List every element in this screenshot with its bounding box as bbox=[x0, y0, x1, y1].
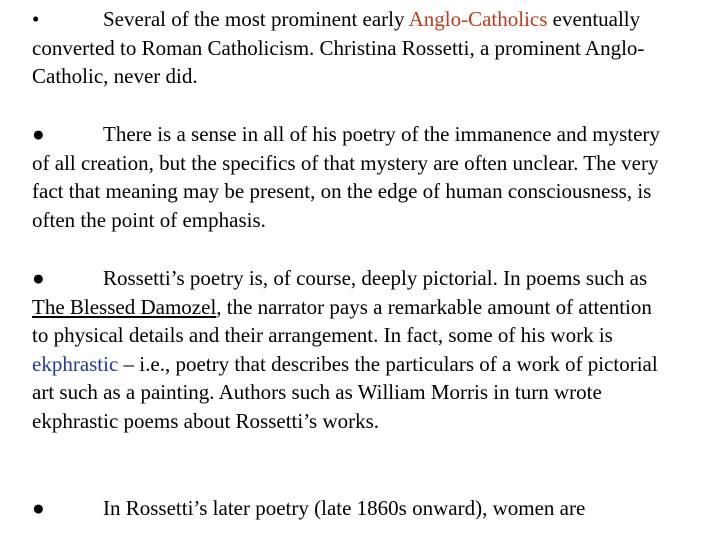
bullet-icon: • bbox=[32, 7, 40, 31]
bullet-paragraph-pictorial bbox=[32, 264, 672, 436]
bullet-icon: ● bbox=[32, 496, 45, 520]
paragraph-text: Several of the most prominent early bbox=[103, 7, 409, 31]
ekphrastic-highlight: ekphrastic bbox=[32, 351, 119, 376]
bullet-paragraph-immanence bbox=[32, 120, 672, 234]
paragraph-text: In Rossetti’s later poetry (late 1860s onward), women are bbox=[103, 496, 586, 520]
anglo-catholics-highlight: Anglo-Catholics bbox=[408, 7, 548, 31]
bullet-paragraph-anglo-catholics bbox=[32, 5, 672, 91]
bullet-icon: ● bbox=[32, 122, 45, 146]
paragraph-text: Rossetti’s poetry is, of course, deeply pictorial. In poems such as bbox=[103, 266, 648, 290]
paragraph-text: , the narrator pays a remarkable amount of attention to physical details and their arrangement. In fact, some of his work is bbox=[32, 294, 652, 348]
bullet-icon: ● bbox=[32, 266, 45, 290]
paragraph-text: There is a sense in all of his poetry of the immanence and mystery of all creation, but the specifics of that mystery are often unclear. The very fact that meaning may be present, on the edge of human consciousness, is often the point of emphasis. bbox=[32, 122, 660, 232]
paragraph-text: – i.e., poetry that describes the particulars of a work of pictorial art such as a painting. Authors such as William Morris in turn wrote ekphrastic poems about Rossetti’s works. bbox=[32, 351, 658, 433]
paragraph-text: eventually converted to Roman Catholicism. Christina Rossetti, a prominent Anglo-Catholic, never did. bbox=[32, 7, 645, 89]
poem-title-blessed-damozel: The Blessed Damozel bbox=[32, 294, 217, 319]
bullet-paragraph-later-poetry bbox=[32, 494, 672, 523]
